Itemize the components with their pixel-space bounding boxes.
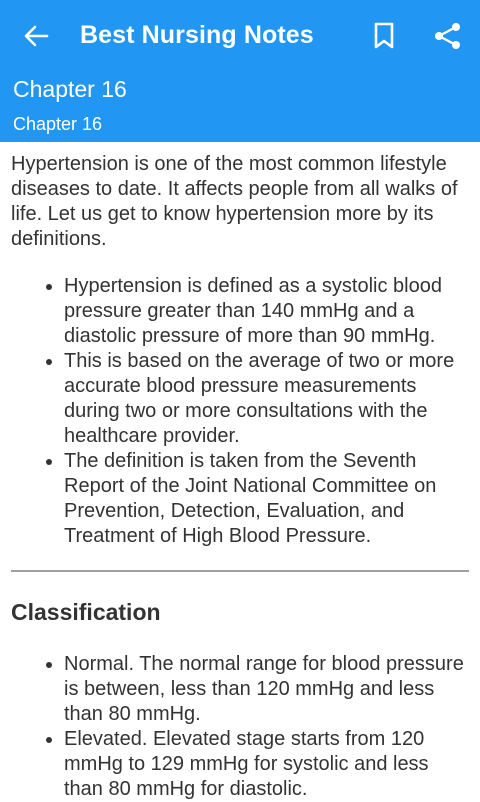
back-button[interactable] [20,22,52,50]
list-item: • Elevated. Elevated stage starts from 120 mmHg to 129 mmHg for systolic and less than 80 mmHg for diastolic. [64,727,469,802]
share-icon [434,22,462,50]
chapter-title: Chapter 16 [13,76,127,102]
list-item: • Normal. The normal range for blood pressure is between, less than 120 mmHg and less than 80 mmHg. [64,652,469,727]
app-title: Best Nursing Notes [80,21,314,49]
classification-list [11,652,469,802]
app-bar [0,0,480,72]
arrow-left-icon [23,24,49,48]
article-content [0,142,480,802]
intro-paragraph: Hypertension is one of the most common lifestyle diseases to date. It affects people from all walks of life. Let us get to know hypertension more by its definitions. [11,153,458,250]
list-item: • Hypertension is defined as a systolic blood pressure greater than 140 mmHg and a diastolic pressure of more than 90 mmHg. [64,274,469,349]
section-title: Classification [11,599,161,625]
share-button[interactable] [432,20,464,52]
chapter-header [0,72,480,142]
bookmark-icon [373,22,395,50]
list-item: • The definition is taken from the Seventh Report of the Joint National Committee on Prevention, Detection, Evaluation, and Treatment of High Blood Pressure. [64,449,469,549]
bookmark-button[interactable] [370,20,398,52]
chapter-subtitle: Chapter 16 [13,114,103,134]
divider [11,570,469,572]
definition-list [11,274,469,549]
list-item: • This is based on the average of two or more accurate blood pressure measurements during two or more consultations with the healthcare provider. [64,349,469,449]
